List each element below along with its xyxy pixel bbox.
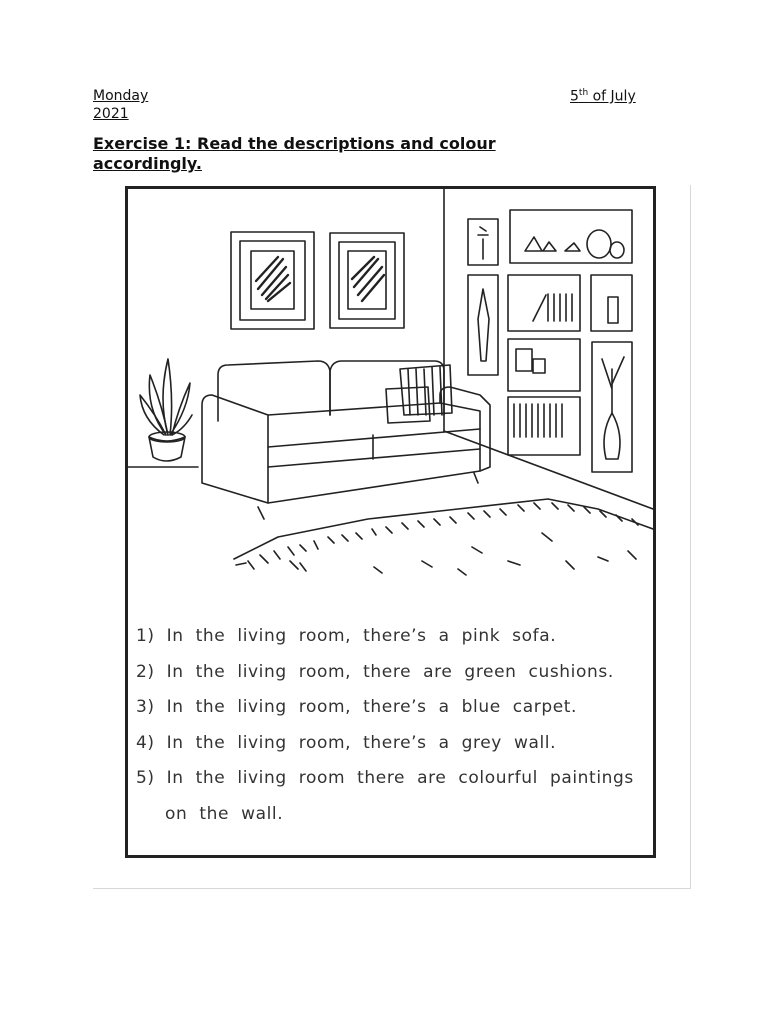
date-year: 2021 bbox=[93, 106, 129, 122]
sentence-1 bbox=[136, 619, 646, 655]
date-month: of July bbox=[588, 88, 636, 105]
room-walls bbox=[128, 189, 653, 509]
potted-plant bbox=[140, 359, 192, 461]
sentence-list bbox=[136, 619, 646, 832]
sentence-number: 2) bbox=[136, 661, 155, 682]
sentence-text: In the living room, there’s a pink sofa. bbox=[166, 626, 557, 646]
sentence-4 bbox=[136, 726, 646, 762]
sentence-5-continued: on the wall. bbox=[165, 803, 284, 824]
wall-shelves bbox=[468, 210, 632, 472]
sentence-number: 3) bbox=[136, 697, 155, 717]
sentence-2 bbox=[136, 655, 646, 691]
carpet bbox=[234, 499, 653, 575]
date-day-month bbox=[570, 88, 636, 105]
worksheet-frame bbox=[125, 186, 656, 858]
sentence-text: In the living room, there’s a grey wall. bbox=[166, 732, 557, 753]
sentence-number: 5) bbox=[136, 768, 155, 788]
sentence-text: In the living room there are colourful paintings bbox=[166, 768, 634, 788]
wall-paintings bbox=[231, 232, 404, 329]
sofa bbox=[202, 361, 490, 519]
sentence-text: In the living room, there are green cushions. bbox=[166, 661, 614, 682]
sentence-number: 1) bbox=[136, 626, 155, 646]
date-ordinal: th bbox=[578, 88, 589, 98]
exercise-title: Exercise 1: Read the descriptions and colour accordingly. bbox=[93, 134, 496, 173]
sentence-3 bbox=[136, 690, 646, 726]
living-room-illustration bbox=[128, 189, 653, 579]
date-day: Monday bbox=[93, 88, 149, 104]
sentence-text: In the living room, there’s a blue carpet. bbox=[166, 697, 578, 717]
sentence-5 bbox=[136, 761, 646, 797]
sentence-number: 4) bbox=[136, 732, 155, 753]
date-number: 5 bbox=[570, 88, 579, 105]
